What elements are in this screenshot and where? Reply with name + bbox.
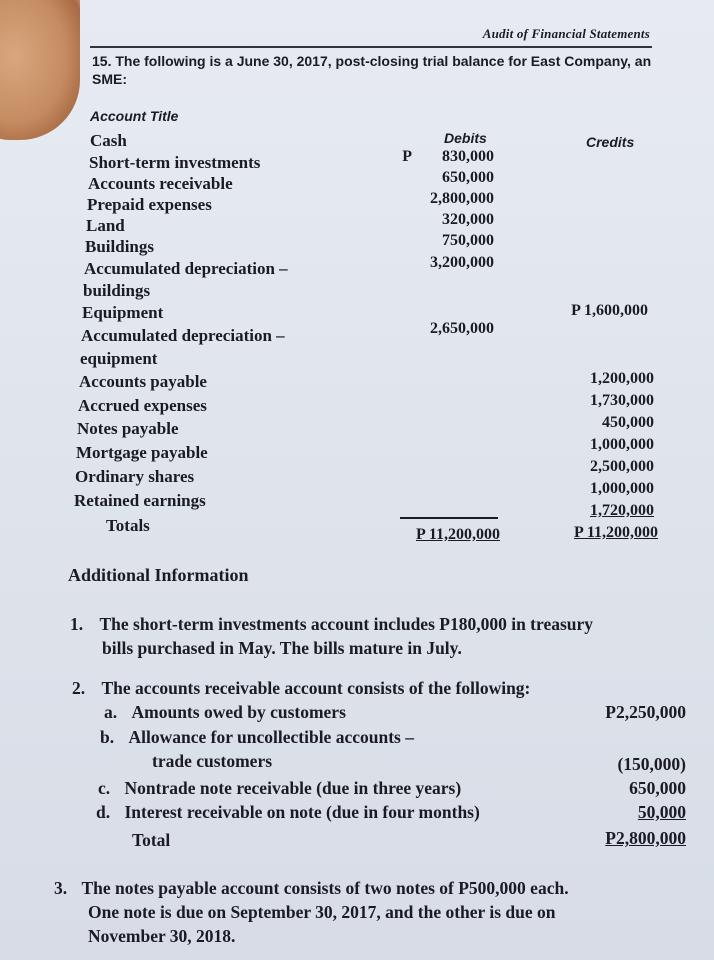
- account-title: Notes payable: [77, 419, 179, 438]
- credit-amount: P 1,600,000: [571, 302, 648, 319]
- account-title: Accumulated depreciation –: [81, 326, 285, 345]
- account-title: Accrued expenses: [78, 396, 207, 415]
- problem-intro: [92, 52, 652, 88]
- ar-total-label: Total: [132, 830, 171, 850]
- ar-item-b: b. Allowance for uncollectible accounts – trade customers: [100, 727, 414, 771]
- credit-amount: 1,720,000: [590, 502, 654, 519]
- account-title: Cash: [90, 131, 127, 150]
- info-item-2: [72, 676, 692, 700]
- problem-number: 15.: [92, 53, 112, 69]
- credit-amount: 2,500,000: [590, 458, 654, 475]
- debit-amount: 2,650,000: [430, 320, 494, 337]
- ar-item-a: a. Amounts owed by customers: [104, 702, 346, 722]
- ar-total: P2,800,000: [605, 828, 686, 848]
- ar-amount-c: 650,000: [629, 778, 686, 798]
- debit-total-rule: [400, 517, 498, 519]
- item-text: November 30, 2018.: [88, 926, 236, 946]
- credit-amount: 450,000: [602, 414, 654, 431]
- item-text: One note is due on September 30, 2017, and the other is due on: [88, 902, 556, 922]
- account-title: Buildings: [85, 237, 154, 256]
- running-header: Audit of Financial Statements: [482, 26, 650, 41]
- credit-amount: 1,000,000: [590, 480, 654, 497]
- item-number: 1.: [70, 614, 84, 634]
- problem-text: The following is a June 30, 2017, post-closing trial balance for East Company, an SME:: [92, 53, 652, 87]
- account-title: Prepaid expenses: [87, 195, 212, 214]
- debit-amount: 3,200,000: [430, 254, 494, 271]
- credit-amount: 1,200,000: [590, 370, 654, 387]
- account-title: Accounts payable: [79, 372, 207, 391]
- debit-amount: 830,000: [442, 148, 494, 165]
- additional-info-heading: Additional Information: [68, 565, 249, 585]
- ar-amount-a: P2,250,000: [605, 702, 686, 722]
- account-title: Accumulated depreciation –: [84, 259, 288, 278]
- credit-amount: 1,730,000: [590, 392, 654, 409]
- totals-label: Totals: [106, 516, 150, 535]
- account-title: Ordinary shares: [75, 467, 195, 486]
- account-title: equipment: [80, 349, 158, 368]
- col-credits: Credits: [586, 134, 635, 150]
- account-title: Retained earnings: [74, 491, 206, 510]
- peso-sign: P: [402, 148, 412, 165]
- debit-total: P 11,200,000: [415, 526, 500, 543]
- debit-amount: 650,000: [442, 169, 494, 186]
- header-rule: [90, 46, 652, 48]
- ar-item-c: c. Nontrade note receivable (due in three years): [98, 778, 462, 798]
- item-text: The notes payable account consists of two notes of P500,000 each.: [81, 878, 569, 898]
- item-number: 3.: [54, 878, 68, 898]
- info-item-3: [54, 876, 704, 948]
- account-title: Short-term investments: [89, 153, 261, 172]
- account-title: Land: [86, 216, 125, 235]
- account-title: Mortgage payable: [76, 443, 208, 462]
- col-account-title: Account Title: [90, 108, 179, 124]
- thumb-image: [0, 0, 80, 140]
- account-title: Accounts receivable: [88, 174, 233, 193]
- account-title: buildings: [83, 281, 151, 300]
- account-title: Equipment: [82, 303, 164, 322]
- credit-total: P 11,200,000: [573, 524, 658, 541]
- item-number: 2.: [72, 678, 86, 698]
- debit-amount: 2,800,000: [430, 190, 494, 207]
- col-debits: Debits: [444, 130, 487, 146]
- item-text: bills purchased in May. The bills mature in July.: [102, 638, 462, 658]
- debit-amount: 320,000: [442, 211, 494, 228]
- ar-amount-b: (150,000): [617, 754, 686, 774]
- item-text: The accounts receivable account consists of the following:: [101, 678, 531, 698]
- ar-item-d: d. Interest receivable on note (due in four months): [96, 802, 480, 822]
- item-text: The short-term investments account includes P180,000 in treasury: [99, 614, 594, 634]
- ar-amount-d: 50,000: [637, 802, 686, 822]
- debit-amount: 750,000: [442, 232, 494, 249]
- info-item-1: [70, 612, 690, 660]
- credit-amount: 1,000,000: [590, 436, 654, 453]
